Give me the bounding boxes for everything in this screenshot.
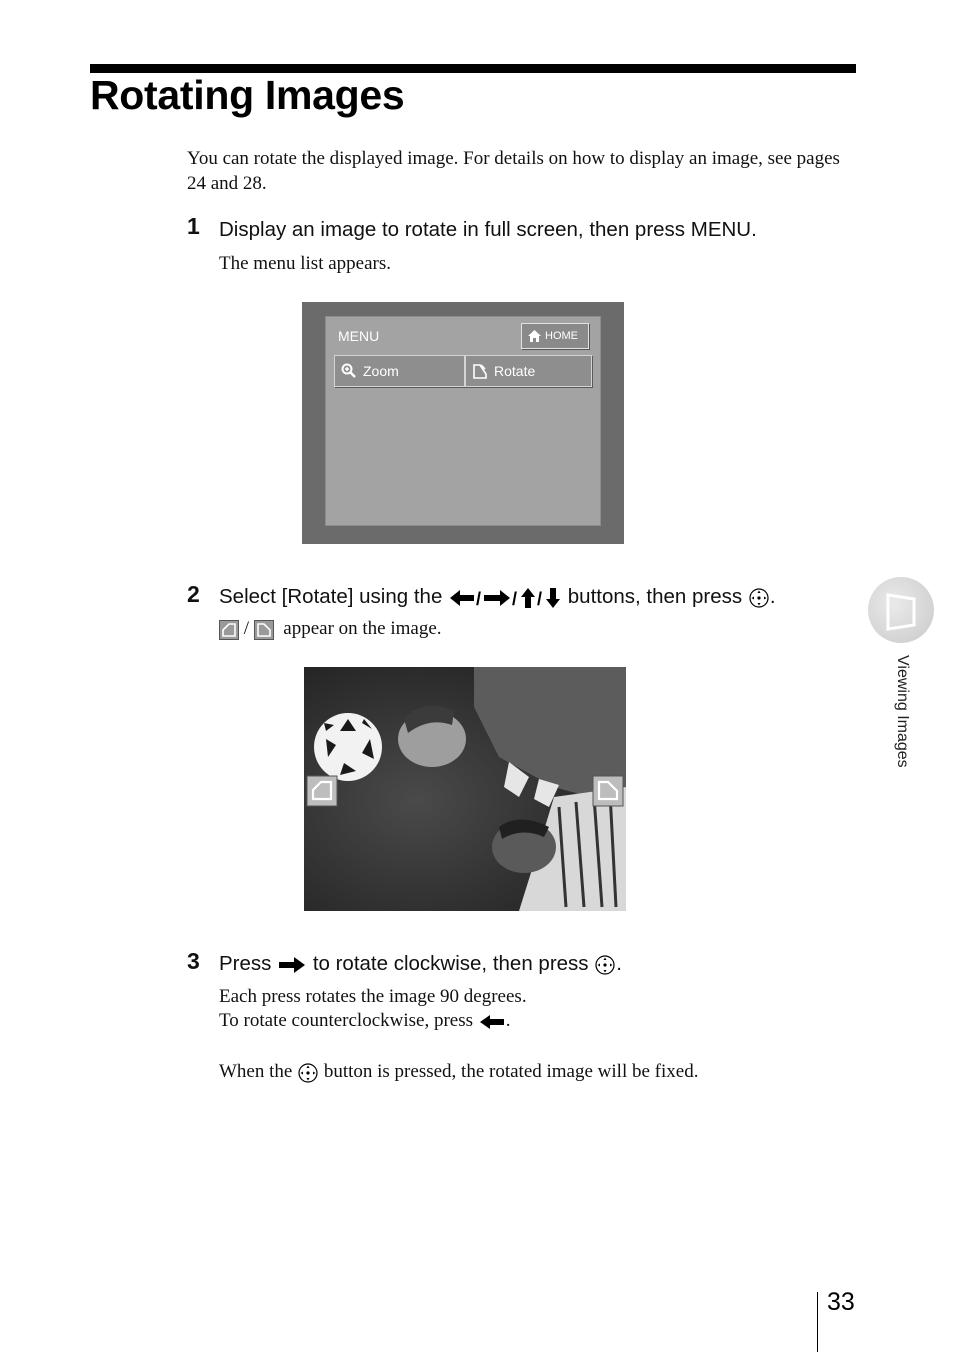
- step-2-note: [219, 617, 442, 641]
- svg-text:/: /: [476, 588, 482, 609]
- rotate-clockwise-icon: [254, 620, 274, 640]
- step-3-note-line-3-post: button is pressed, the rotated image will be fixed.: [323, 1061, 699, 1082]
- step-number-2: 2: [187, 581, 200, 607]
- rotate-counterclockwise-icon: [219, 620, 239, 640]
- menu-screenshot: [302, 302, 624, 544]
- intro-text: You can rotate the displayed image. For details on how to display an image, see pages 24 and 28.: [187, 148, 840, 194]
- step-3-instruction: [219, 952, 622, 976]
- overlay-rotate-ccw-icon: [307, 776, 337, 806]
- menu-item-rotate-label: Rotate: [494, 363, 536, 379]
- left-arrow-icon: [478, 1013, 506, 1031]
- step-2-instruction-end: .: [769, 585, 776, 608]
- center-button-icon: [748, 587, 770, 609]
- soccer-photo: [304, 667, 626, 911]
- center-button-icon: [297, 1062, 319, 1084]
- step-3-note-line-1: Each press rotates the image 90 degrees.: [219, 986, 527, 1007]
- menu-panel: [325, 316, 601, 526]
- page-title: Rotating Images: [90, 72, 405, 118]
- page-number: 33: [827, 1288, 855, 1316]
- menu-item-rotate[interactable]: [465, 355, 592, 387]
- step-3-instruction-mid: to rotate clockwise, then press: [312, 952, 589, 975]
- step-3-instruction-end: .: [616, 952, 622, 975]
- step-3-note-line-2-end: .: [505, 1010, 511, 1031]
- menu-item-zoom[interactable]: [334, 355, 465, 387]
- rotated-photo-preview: [304, 667, 626, 911]
- chapter-tab: [868, 577, 934, 643]
- home-label: HOME: [545, 330, 578, 342]
- step-number-3: 3: [187, 948, 200, 974]
- step-2-instruction-mid: buttons, then press: [567, 585, 743, 608]
- center-button-icon: [594, 954, 616, 976]
- step-3-instruction-pre: Press: [219, 952, 272, 975]
- step-3-note-line-3-pre: When the: [219, 1061, 293, 1082]
- step-2-note-text: appear on the image.: [283, 618, 442, 639]
- step-1-instruction: Display an image to rotate in full screen, then press MENU.: [219, 218, 757, 241]
- overlay-rotate-cw-icon: [593, 776, 623, 806]
- step-3-note-line-3: [219, 1060, 698, 1084]
- step-2-instruction: [219, 585, 776, 609]
- svg-text:/: /: [512, 588, 518, 609]
- left-right-up-down-arrows-icon: [448, 587, 562, 609]
- step-1-note: The menu list appears.: [219, 253, 392, 274]
- step-3-note-line-2: [219, 1009, 511, 1033]
- page-number-rule: [817, 1292, 818, 1352]
- svg-text:/: /: [537, 588, 543, 609]
- home-icon: [528, 330, 541, 342]
- viewing-images-icon: [868, 577, 934, 643]
- chapter-label: Viewing Images: [894, 655, 911, 768]
- step-3-note-line-2-pre: To rotate counterclockwise, press: [219, 1010, 474, 1031]
- menu-label: MENU: [338, 328, 380, 344]
- step-number-1: 1: [187, 213, 200, 239]
- zoom-icon: [341, 363, 357, 379]
- rotate-icon: [472, 364, 488, 379]
- right-arrow-icon: [277, 955, 307, 975]
- step-2-note-sep: /: [243, 618, 250, 639]
- home-button[interactable]: [521, 323, 589, 349]
- menu-item-zoom-label: Zoom: [363, 363, 399, 379]
- step-2-instruction-pre: Select [Rotate] using the: [219, 585, 443, 608]
